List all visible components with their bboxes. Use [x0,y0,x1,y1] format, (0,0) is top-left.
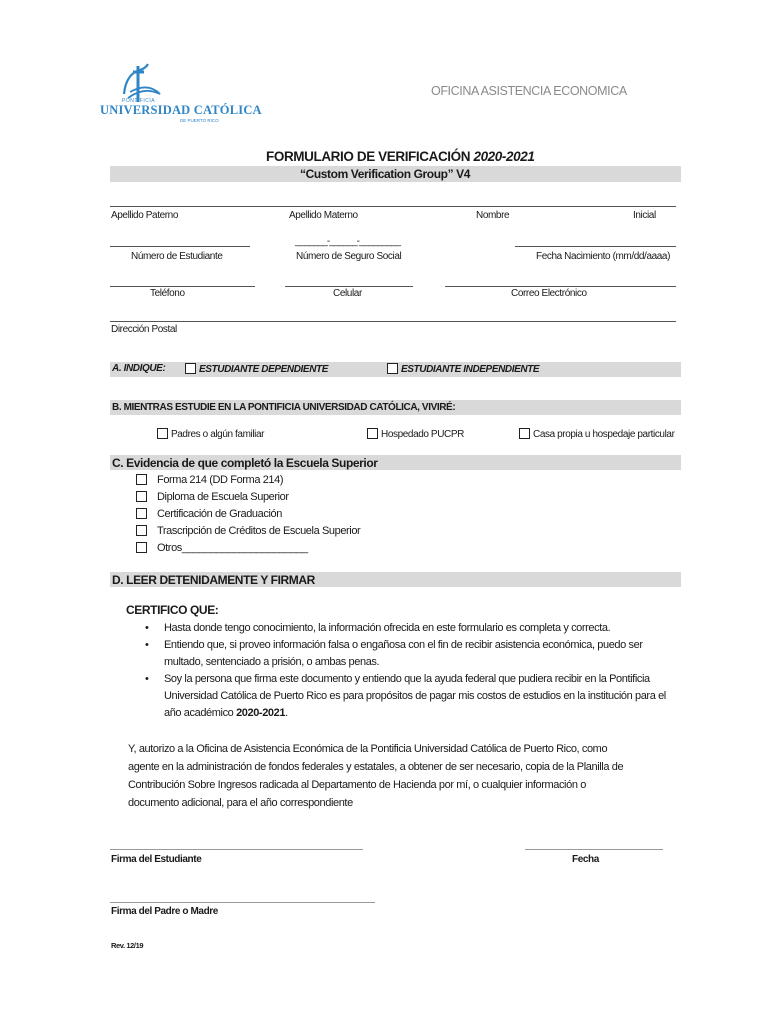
birthdate-line[interactable] [515,246,676,247]
form-title [266,149,534,164]
ssn-mask[interactable]: _______-______-_________ [295,236,401,247]
option-parents[interactable] [157,428,264,440]
cert-bullets [135,620,680,722]
evidence-label: Diploma de Escuela Superior [157,491,289,503]
label-apellido-materno: Apellido Materno [289,210,358,221]
logo-main-text: UNIVERSIDAD CATÓLICA [100,103,262,117]
label-celular: Celular [333,288,362,299]
evidence-item[interactable] [136,540,360,557]
email-line[interactable] [445,286,676,287]
office-name: OFICINA ASISTENCIA ECONOMICA [431,84,627,98]
evidence-label: Certificación de Graduación [157,508,282,520]
date-label: Fecha [572,854,599,865]
evidence-checkbox[interactable] [136,508,147,519]
address-line[interactable] [110,321,676,322]
row1-line[interactable] [110,206,676,207]
option-dependent[interactable] [185,363,328,375]
dependent-checkbox[interactable] [185,363,196,374]
logo-small-text: PONTIFICIA [122,98,156,104]
section-a-label: A. INDIQUE: [112,363,166,374]
cert-bullet: • Entiendo que, si proveo información falsa o engañosa con el fin de recibir asistencia económica, puedo ser multado, sentenciado a prisión, o ambas penas. [135,637,680,671]
cert-bullet [135,671,680,722]
section-c-label: C. Evidencia de que completó la Escuela Superior [112,456,378,470]
evidence-list [136,472,360,557]
student-number-line[interactable] [110,246,250,247]
authorization-text: Y, autorizo a la Oficina de Asistencia Económica de la Pontificia Universidad Católica de Puerto Rico, como agente en la administración de fondos federales y estatales, a obtener de ser necesario, copia de la Planilla de Contribución Sobre Ingresos radicada al Departamento de Hacienda por mí, o cualquier información o documento adicional, para el año correspondiente [128,743,624,809]
student-signature-label: Firma del Estudiante [111,854,202,865]
label-correo: Correo Electrónico [511,288,587,299]
date-line[interactable] [525,849,663,850]
independent-checkbox[interactable] [387,363,398,374]
parent-signature-line[interactable] [110,902,375,903]
casa-propia-checkbox[interactable] [519,428,530,439]
cert-bullet-text: Soy la persona que firma este documento y entiendo que la ayuda federal que pudiera recibir en la Pontificia Universidad Católica de Puerto Rico es para propósitos de pagar mis costos de estudios en la institución para el año académico [164,673,666,719]
evidence-label: Trascripción de Créditos de Escuela Superior [157,525,361,537]
section-b-label: B. MIENTRAS ESTUDIE EN LA PONTIFICIA UNIVERSIDAD CATÓLICA, VIVIRÉ: [112,402,456,413]
section-d-label: D. LEER DETENIDAMENTE Y FIRMAR [112,573,315,587]
casa-propia-label: Casa propia u hospedaje particular [533,429,675,440]
phone-line[interactable] [110,286,255,287]
logo-sub-text: DE PUERTO RICO [180,118,219,123]
university-logo [100,58,262,128]
evidence-item[interactable] [136,489,360,506]
hospedado-label: Hospedado PUCPR [381,429,464,440]
cert-bullet: • Hasta donde tengo conocimiento, la información ofrecida en este formulario es completa y correcta. [135,620,680,637]
evidence-item[interactable] [136,472,360,489]
label-inicial: Inicial [633,210,656,221]
student-signature-line[interactable] [110,849,363,850]
label-seguro-social: Número de Seguro Social [296,251,402,262]
cert-bullet-year: 2020-2021 [236,707,286,719]
evidence-item[interactable] [136,523,360,540]
form-subtitle: “Custom Verification Group” V4 [299,167,471,181]
cert-bullet-end: . [285,707,288,719]
dependent-label: ESTUDIANTE DEPENDIENTE [199,364,328,375]
cross-emblem-icon [100,58,235,103]
evidence-checkbox[interactable] [136,542,147,553]
form-title-text: FORMULARIO DE VERIFICACIÓN [266,149,471,164]
form-title-year: 2020-2021 [473,149,535,164]
label-fecha-nacimiento: Fecha Nacimiento (mm/dd/aaaa) [536,251,671,262]
evidence-checkbox[interactable] [136,525,147,536]
option-hospedado[interactable] [367,428,464,440]
label-numero-estudiante: Número de Estudiante [131,251,223,262]
label-direccion: Dirección Postal [111,324,177,335]
independent-label: ESTUDIANTE INDEPENDIENTE [401,364,540,375]
revision-label: Rev. 12/19 [111,941,144,950]
evidence-item[interactable] [136,506,360,523]
evidence-label: Forma 214 (DD Forma 214) [157,474,284,486]
parent-signature-label: Firma del Padre o Madre [111,906,218,917]
cell-line[interactable] [285,286,413,287]
option-independent[interactable] [387,363,539,375]
label-telefono: Teléfono [150,288,185,299]
parents-checkbox[interactable] [157,428,168,439]
label-nombre: Nombre [476,210,510,221]
evidence-checkbox[interactable] [136,474,147,485]
hospedado-checkbox[interactable] [367,428,378,439]
evidence-checkbox[interactable] [136,491,147,502]
cert-heading: CERTIFICO QUE: [126,603,219,617]
parents-label: Padres o algún familiar [171,429,265,440]
option-casa-propia[interactable] [519,428,675,440]
evidence-label: Otros______________________ [157,542,308,554]
label-apellido-paterno: Apellido Paterno [111,210,178,221]
